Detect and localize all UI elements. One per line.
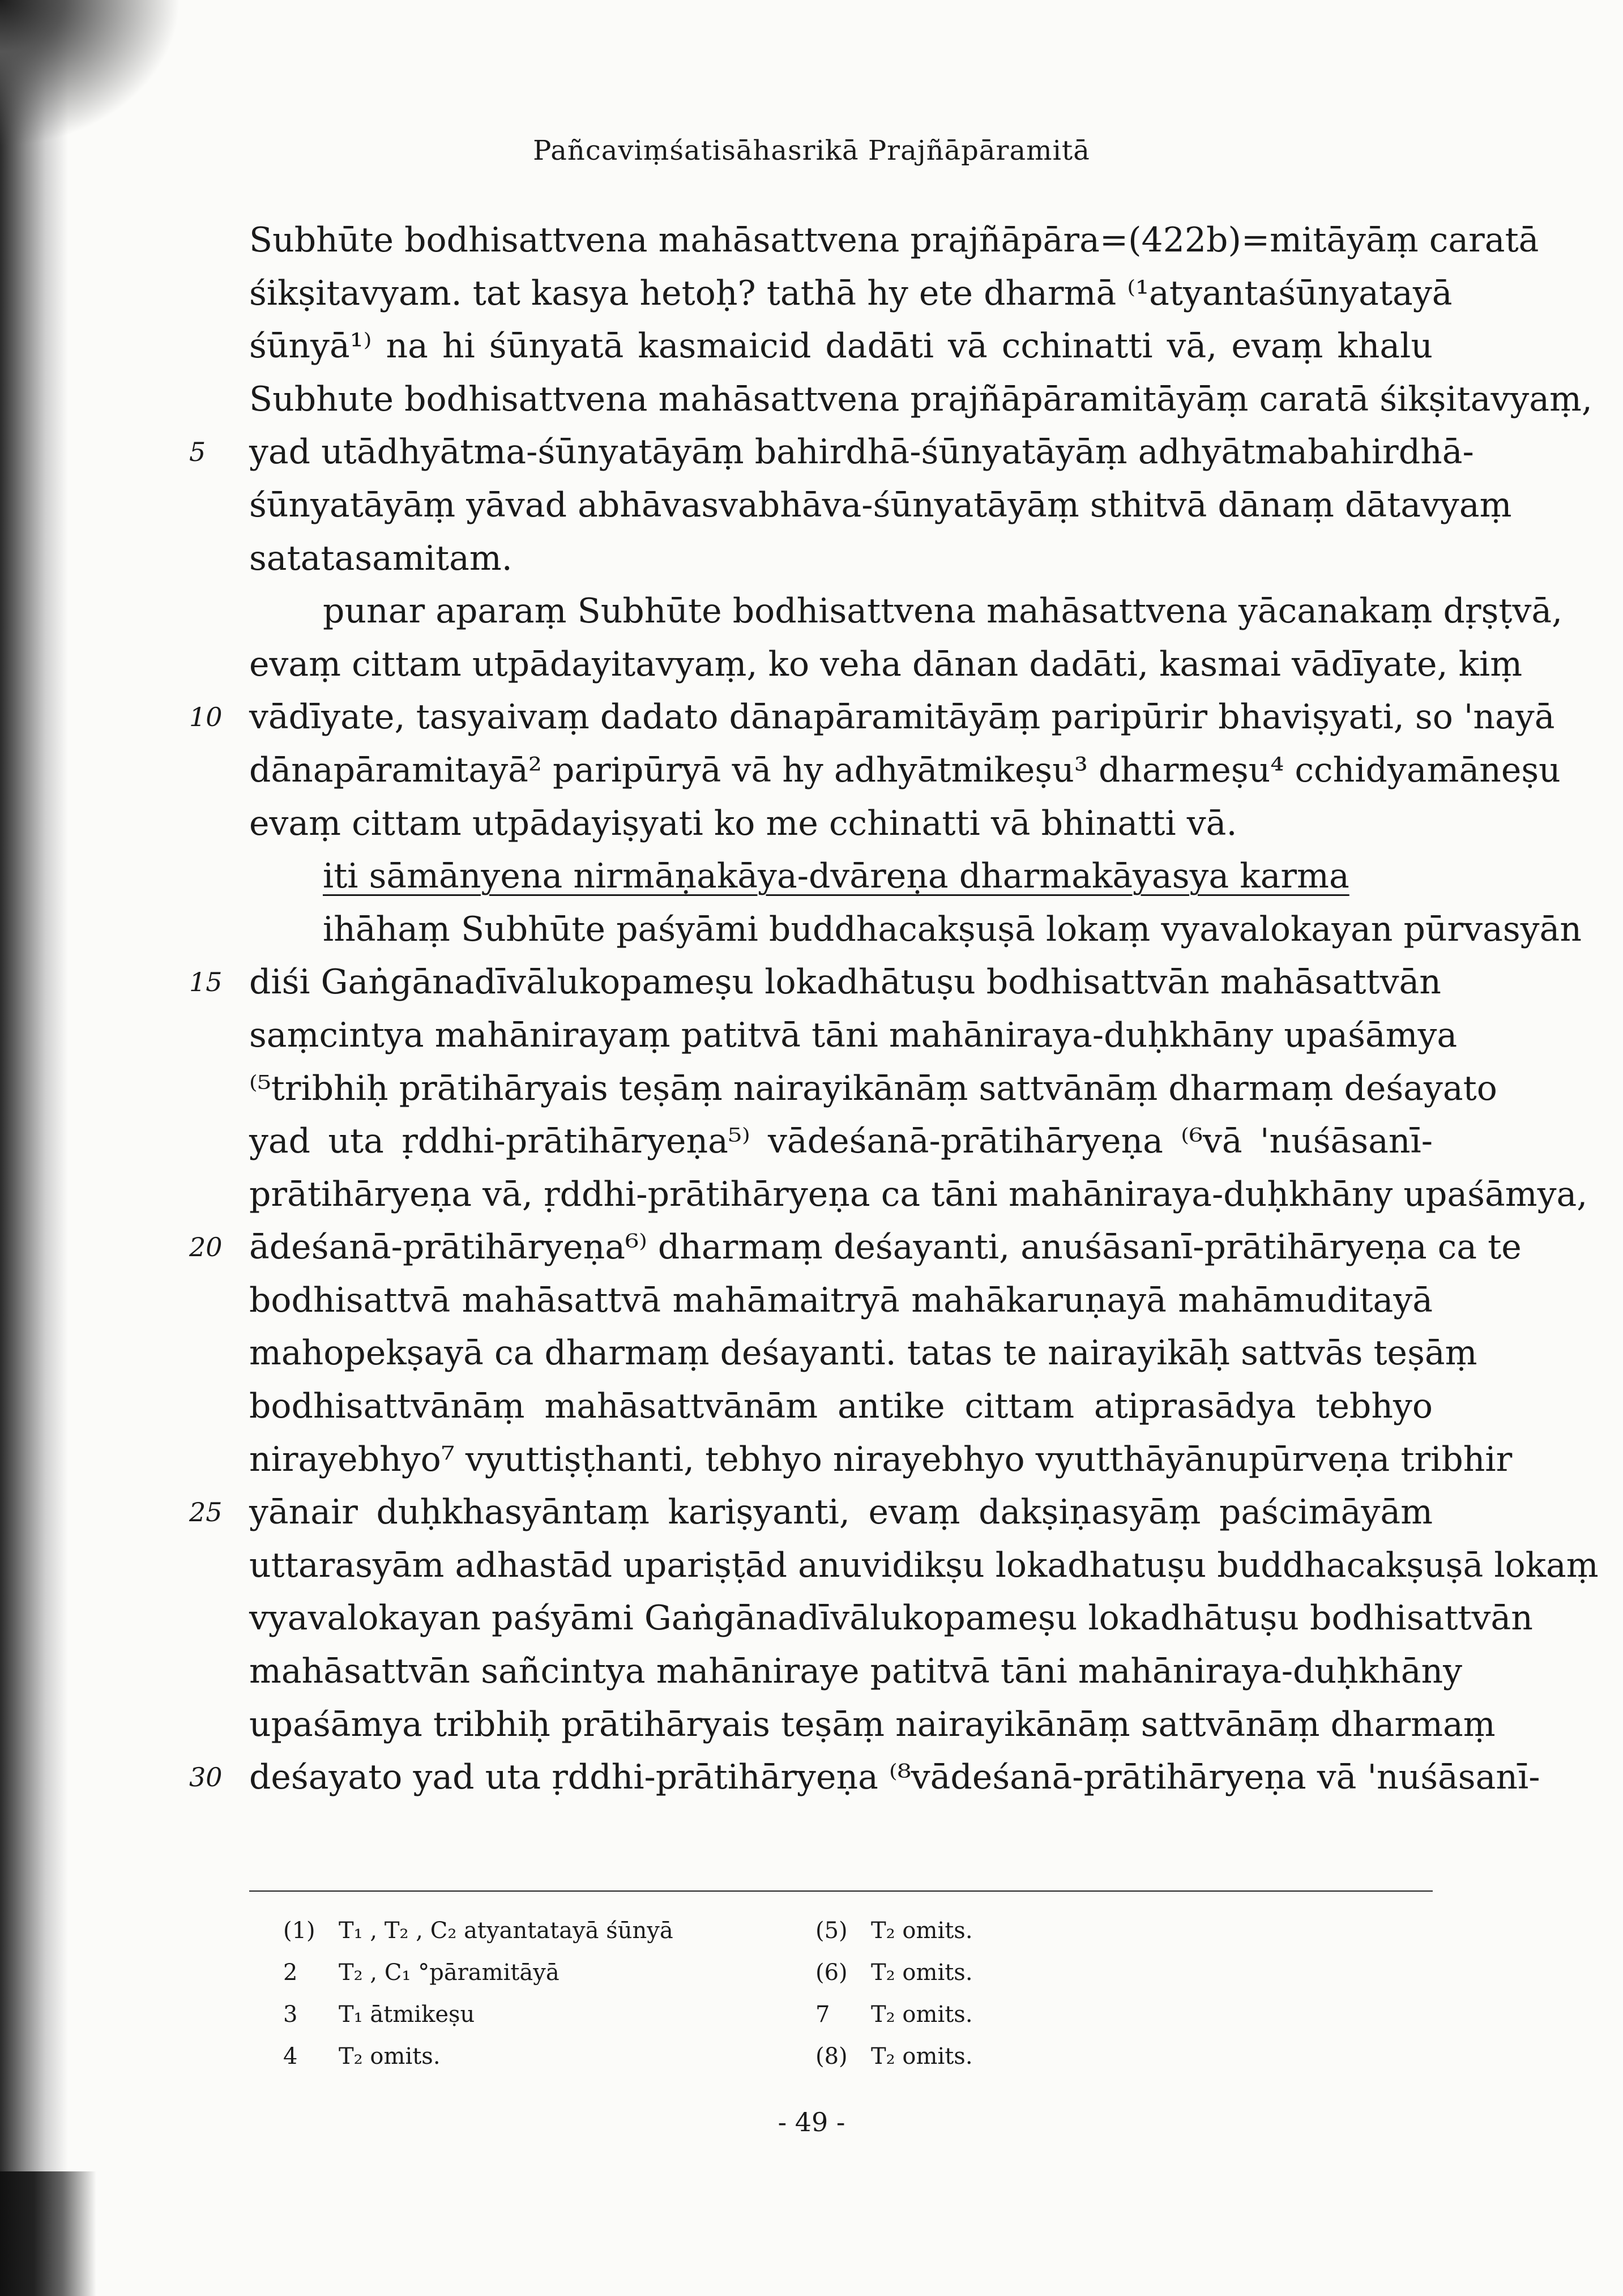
line-text: śūnyā¹⁾ na hi śūnyatā kasmaicid dadāti vā cchinatti vā, evaṃ khalu [249, 326, 1433, 366]
scan-shadow-left [0, 0, 68, 2296]
line-text: mahāsattvān sañcintya mahāniraye patitvā tāni mahāniraya-duḥkhāny [249, 1651, 1463, 1692]
text-line [249, 797, 1433, 851]
line-text: Subhūte bodhisattvena mahāsattvena prajñāpāra=(422b)=mitāyāṃ caratā [249, 220, 1539, 260]
text-line [249, 1327, 1477, 1380]
footnote [815, 1952, 1212, 1994]
footnote-text: T₂ omits. [339, 2043, 441, 2069]
line-text: evaṃ cittam utpādayitavyaṃ, ko veha dānan dadāti, kasmai vādīyate, kiṃ [249, 644, 1523, 684]
text-line [249, 1380, 1433, 1433]
line-number: 10 [189, 702, 223, 733]
line-text: śikṣitavyam. tat kasya hetoḥ? tathā hy ete dharmā ⁽¹atyantaśūnyatayā [249, 273, 1453, 313]
heading-text: iti sāmānyena nirmāṇakāya-dvāreṇa dharmakāyasya karma [323, 856, 1349, 897]
line-text: satatasamitam. [249, 538, 512, 578]
footnote [283, 2035, 736, 2077]
footnote-number: 4 [283, 2043, 298, 2069]
footnote-number: (5) [815, 1918, 848, 1944]
text-line [249, 903, 1582, 957]
line-text: deśayato yad uta ṛddhi-prātihāryeṇa ⁽⁸vādeśanā-prātihāryeṇa vā 'nuśāsanī- [249, 1757, 1540, 1798]
text-line [249, 267, 1453, 321]
footnote [283, 1910, 736, 1952]
footnote-text: T₂ omits. [871, 2043, 973, 2069]
line-text: ihāhaṃ Subhūte paśyāmi buddhacakṣuṣā lokaṃ vyavalokayan pūrvasyān [323, 909, 1582, 949]
footnotes-right [815, 1910, 1212, 2077]
text-line [189, 691, 1555, 744]
text-line [249, 373, 1592, 426]
line-text: punar aparaṃ Subhūte bodhisattvena mahāsattvena yācanakaṃ dṛṣṭvā, [323, 591, 1563, 631]
footnote [815, 1910, 1212, 1952]
text-line [249, 320, 1433, 373]
footnote-number: 2 [283, 1960, 298, 1986]
text-line [189, 1486, 1433, 1539]
text-line [249, 1433, 1513, 1487]
text-line [249, 479, 1512, 532]
line-text: śūnyatāyāṃ yāvad abhāvasvabhāva-śūnyatāyāṃ sthitvā dānaṃ dātavyaṃ [249, 485, 1512, 525]
body-text [189, 214, 1599, 1804]
running-head: Pañcaviṃśatisāhasrikā Prajñāpāramitā [533, 135, 1090, 167]
line-text: bodhisattvā mahāsattvā mahāmaitryā mahākaruṇayā mahāmuditayā [249, 1280, 1433, 1320]
line-text: prātihāryeṇa vā, ṛddhi-prātihāryeṇa ca tāni mahāniraya-duḥkhāny upaśāmya, [249, 1174, 1588, 1214]
text-line [249, 585, 1563, 638]
line-text: ⁽⁵tribhiḥ prātihāryais teṣāṃ nairayikānāṃ sattvānāṃ dharmaṃ deśayato [249, 1068, 1497, 1108]
text-line [249, 1168, 1588, 1222]
line-text: vyavalokayan paśyāmi Gaṅgānadīvālukopameṣu lokadhātuṣu bodhisattvān [249, 1598, 1533, 1638]
line-text: Subhute bodhisattvena mahāsattvena prajñāpāramitāyāṃ caratā śikṣitavyaṃ, [249, 379, 1592, 419]
line-text: yad utādhyātma-śūnyatāyāṃ bahirdhā-śūnyatāyāṃ adhyātmabahirdhā- [249, 432, 1474, 472]
text-line [189, 1221, 1522, 1274]
footnote [815, 1994, 1212, 2035]
line-number: 5 [189, 437, 206, 468]
line-text: ādeśanā-prātihāryeṇa⁶⁾ dharmaṃ deśayanti, anuśāsanī-prātihāryeṇa ca te [249, 1227, 1522, 1268]
footnote-number: 7 [815, 2001, 830, 2028]
footnote-text: T₂ omits. [871, 1918, 973, 1944]
text-line [249, 1698, 1496, 1752]
text-line [249, 1009, 1458, 1062]
text-line [249, 532, 1433, 586]
footnote-text: T₁ , T₂ , C₂ atyantatayā śūnyā [339, 1918, 673, 1944]
line-number: 30 [189, 1762, 223, 1793]
line-text: uttarasyām adhastād upariṣṭād anuvidikṣu lokadhatuṣu buddhacakṣuṣā lokaṃ [249, 1545, 1599, 1585]
line-text: evaṃ cittam utpādayiṣyati ko me cchinatti vā bhinatti vā. [249, 803, 1237, 843]
line-text: upaśāmya tribhiḥ prātihāryais teṣāṃ nairayikānāṃ sattvānāṃ dharmaṃ [249, 1704, 1496, 1744]
text-line [189, 1751, 1540, 1804]
footnote-number: 3 [283, 2001, 298, 2028]
text-line [249, 1115, 1433, 1168]
line-number: 15 [189, 967, 223, 998]
scan-shadow-bottom [0, 2171, 96, 2296]
line-text: nirayebhyo⁷ vyuttiṣṭhanti, tebhyo nirayebhyo vyutthāyānupūrveṇa tribhir [249, 1439, 1513, 1479]
line-text: diśi Gaṅgānadīvālukopameṣu lokadhātuṣu bodhisattvān mahāsattvān [249, 962, 1441, 1002]
section-heading [249, 850, 1433, 903]
footnote-divider [249, 1890, 1433, 1892]
text-line [249, 1592, 1533, 1645]
footnotes-left [283, 1910, 736, 2077]
text-line [249, 1274, 1433, 1328]
footnote-text: T₂ omits. [871, 1960, 973, 1986]
footnote-text: T₂ , C₁ °pāramitāyā [339, 1960, 559, 1986]
line-text: dānapāramitayā² paripūryā vā hy adhyātmikeṣu³ dharmeṣu⁴ cchidyamāneṣu [249, 750, 1561, 790]
footnote-number: (1) [283, 1918, 315, 1944]
text-line [189, 956, 1441, 1009]
line-text: yad uta ṛddhi-prātihāryeṇa⁵⁾ vādeśanā-prātihāryeṇa ⁽⁶vā 'nuśāsanī- [249, 1121, 1433, 1162]
footnote [815, 2035, 1212, 2077]
text-line [249, 214, 1539, 267]
scan-shadow-top [0, 0, 181, 147]
footnote-text: T₂ omits. [871, 2001, 973, 2028]
text-line [189, 426, 1474, 479]
text-line [249, 1539, 1599, 1593]
line-number: 25 [189, 1497, 223, 1528]
page-number: - 49 - [778, 2107, 845, 2137]
text-line [249, 744, 1561, 797]
text-line [249, 1062, 1497, 1116]
footnote [283, 1952, 736, 1994]
line-text: yānair duḥkhasyāntaṃ kariṣyanti, evaṃ dakṣiṇasyāṃ paścimāyām [249, 1492, 1433, 1533]
line-text: saṃcintya mahānirayaṃ patitvā tāni mahāniraya-duḥkhāny upaśāmya [249, 1015, 1458, 1055]
line-text: bodhisattvānāṃ mahāsattvānām antike cittam atiprasādya tebhyo [249, 1386, 1433, 1427]
line-text: vādīyate, tasyaivaṃ dadato dānapāramitāyāṃ paripūrir bhaviṣyati, so 'nayā [249, 697, 1555, 737]
line-text: mahopekṣayā ca dharmaṃ deśayanti. tatas te nairayikāḥ sattvās teṣāṃ [249, 1333, 1477, 1373]
footnote-number: (8) [815, 2043, 848, 2069]
text-line [249, 638, 1523, 692]
footnote-number: (6) [815, 1960, 848, 1986]
line-number: 20 [189, 1232, 223, 1263]
footnote [283, 1994, 736, 2035]
text-line [249, 1645, 1463, 1698]
footnote-text: T₁ ātmikeṣu [339, 2001, 475, 2028]
